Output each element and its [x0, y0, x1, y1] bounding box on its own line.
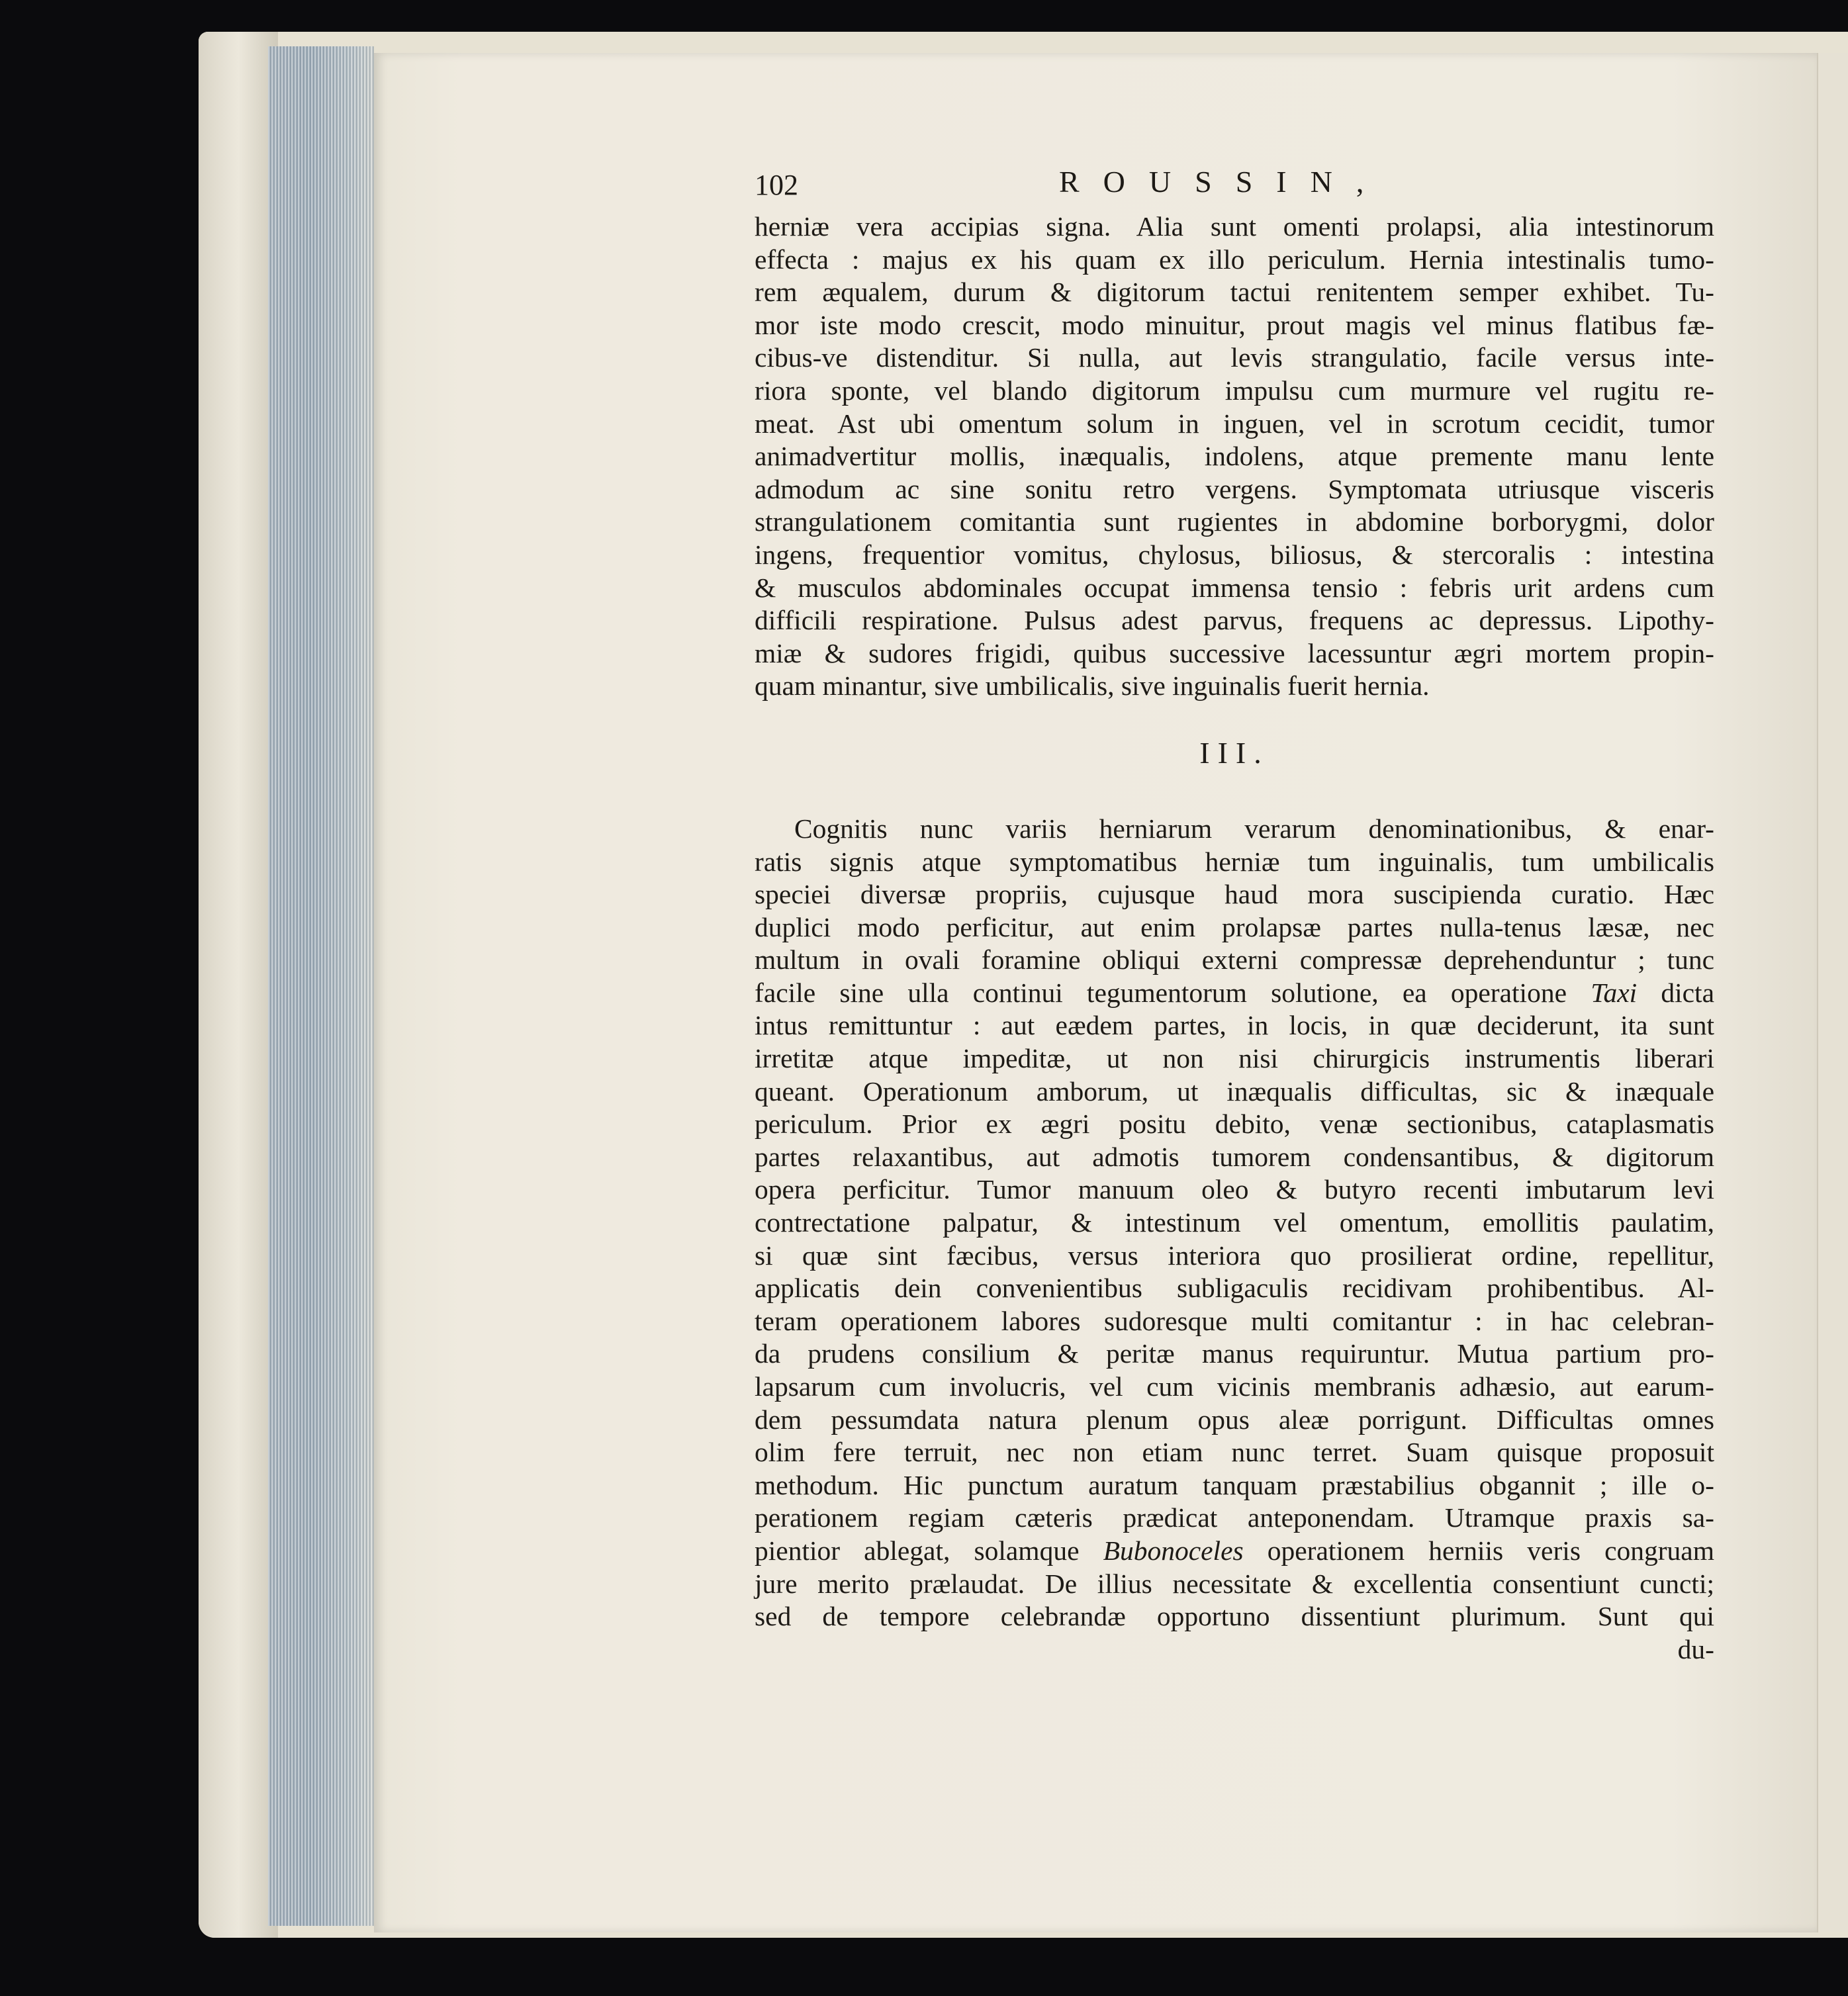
text-line: queant. Operationum amborum, ut inæqualis difficultas, sic & inæquale: [755, 1075, 1714, 1107]
text-line: admodum ac sine sonitu retro vergens. Symptomata utriusque visceris: [755, 473, 1714, 504]
italic-term: Taxi: [1591, 977, 1638, 1008]
text-line: quam minantur, sive umbilicalis, sive inguinalis fuerit hernia.: [755, 670, 1430, 702]
text-line: cibus-ve distenditur. Si nulla, aut levis strangulatio, facile versus inte-: [755, 342, 1714, 373]
text-line: difficili respiratione. Pulsus adest parvus, frequens ac depressus. Lipothy-: [755, 605, 1714, 636]
text-line: si quæ sint fæcibus, versus interiora quo prosilierat ordine, repellitur,: [755, 1240, 1714, 1271]
text-line: da prudens consilium & peritæ manus requiruntur. Mutua partium pro-: [755, 1338, 1714, 1369]
text-line: applicatis dein convenientibus subligaculis recidivam prohibentibus. Al-: [755, 1273, 1714, 1304]
text-line: ratis signis atque symptomatibus herniæ tum inguinalis, tum umbilicalis: [755, 846, 1714, 877]
text-fragment: facile sine ulla continui tegumentorum solutione, ea operatione: [755, 977, 1567, 1008]
text-line: [755, 977, 1714, 1010]
text-line: multum in ovali foramine obliqui externi compressæ deprehenduntur ; tunc: [755, 944, 1714, 975]
text-line: riora sponte, vel blando digitorum impulsu cum murmure vel rugitu re-: [755, 375, 1714, 406]
text-line: contrectatione palpatur, & intestinum vel omentum, emollitis paulatim,: [755, 1207, 1714, 1238]
text-line: teram operationem labores sudoresque multi comitantur : in hac celebran-: [755, 1305, 1714, 1336]
paragraph-1: [755, 210, 1714, 703]
text-line: miæ & sudores frigidi, quibus successive lacessuntur ægri mortem propin-: [755, 637, 1714, 668]
text-line: periculum. Prior ex ægri positu debito, venæ sectionibus, cataplasmatis: [755, 1109, 1714, 1140]
text-line: herniæ vera accipias signa. Alia sunt omenti prolapsi, alia intestinorum: [755, 211, 1714, 242]
text-line: ingens, frequentior vomitus, chylosus, biliosus, & stercoralis : intestina: [755, 539, 1714, 570]
text-line: animadvertitur mollis, inæqualis, indolens, atque premente manu lente: [755, 441, 1714, 472]
book-spine-edge: [199, 32, 278, 1938]
catchword: du-: [1677, 1633, 1714, 1664]
facing-page-edge: [1817, 53, 1848, 1932]
running-title: ROUSSIN,: [1059, 165, 1388, 199]
paragraph-2: [755, 813, 1714, 1666]
text-line: Cognitis nunc variis herniarum verarum denominationibus, & enar-: [794, 813, 1714, 844]
text-line: effecta : majus ex his quam ex illo periculum. Hernia intestinalis tumo-: [755, 244, 1714, 275]
text-line: & musculos abdominales occupat immensa tensio : febris urit ardens cum: [755, 572, 1714, 603]
text-line: lapsarum cum involucris, vel cum vicinis membranis adhæsio, aut earum-: [755, 1371, 1714, 1402]
text-line: jure merito prælaudat. De illius necessitate & excellentia consentiunt cuncti;: [755, 1568, 1714, 1599]
page-number: 102: [755, 169, 798, 201]
text-fragment: operationem herniis veris congruam: [1267, 1535, 1715, 1566]
text-line: intus remittuntur : aut eædem partes, in locis, in quæ deciderunt, ita sunt: [755, 1010, 1714, 1041]
text-line: duplici modo perficitur, aut enim prolapsæ partes nulla-tenus læsæ, nec: [755, 911, 1714, 942]
text-line: [755, 1535, 1714, 1568]
text-line: opera perficitur. Tumor manuum oleo & butyro recenti imbutarum levi: [755, 1174, 1714, 1205]
page-block-edges: [268, 46, 374, 1926]
text-line: sed de tempore celebrandæ opportuno dissentiunt plurimum. Sunt qui: [755, 1601, 1714, 1632]
text-line: strangulationem comitantia sunt rugientes in abdomine borborygmi, dolor: [755, 506, 1714, 537]
text-line: methodum. Hic punctum auratum tanquam præstabilius obgannit ; ille o-: [755, 1469, 1714, 1500]
text-line: olim fere terruit, nec non etiam nunc terret. Suam quisque proposuit: [755, 1437, 1714, 1468]
text-line: speciei diversæ propriis, cujusque haud mora suscipienda curatio. Hæc: [755, 879, 1714, 910]
text-line: perationem regiam cæteris prædicat anteponendam. Utramque praxis sa-: [755, 1502, 1714, 1533]
italic-term: Bubonoceles: [1103, 1535, 1244, 1566]
running-head: [755, 164, 1714, 210]
text-line: irretitæ atque impeditæ, ut non nisi chirurgicis instrumentis liberari: [755, 1043, 1714, 1074]
text-fragment: pientior ablegat, solamque: [755, 1535, 1080, 1566]
text-line: partes relaxantibus, aut admotis tumorem condensantibus, & digitorum: [755, 1141, 1714, 1172]
section-heading: III.: [1199, 735, 1270, 770]
text-fragment: dicta: [1661, 977, 1715, 1008]
text-line: mor iste modo crescit, modo minuitur, prout magis vel minus flatibus fæ-: [755, 309, 1714, 340]
text-line: rem æqualem, durum & digitorum tactui renitentem semper exhibet. Tu-: [755, 277, 1714, 308]
page-text-block: [755, 164, 1714, 1666]
text-line: meat. Ast ubi omentum solum in inguen, vel in scrotum cecidit, tumor: [755, 408, 1714, 439]
text-line: dem pessumdata natura plenum opus aleæ porrigunt. Difficultas omnes: [755, 1404, 1714, 1435]
